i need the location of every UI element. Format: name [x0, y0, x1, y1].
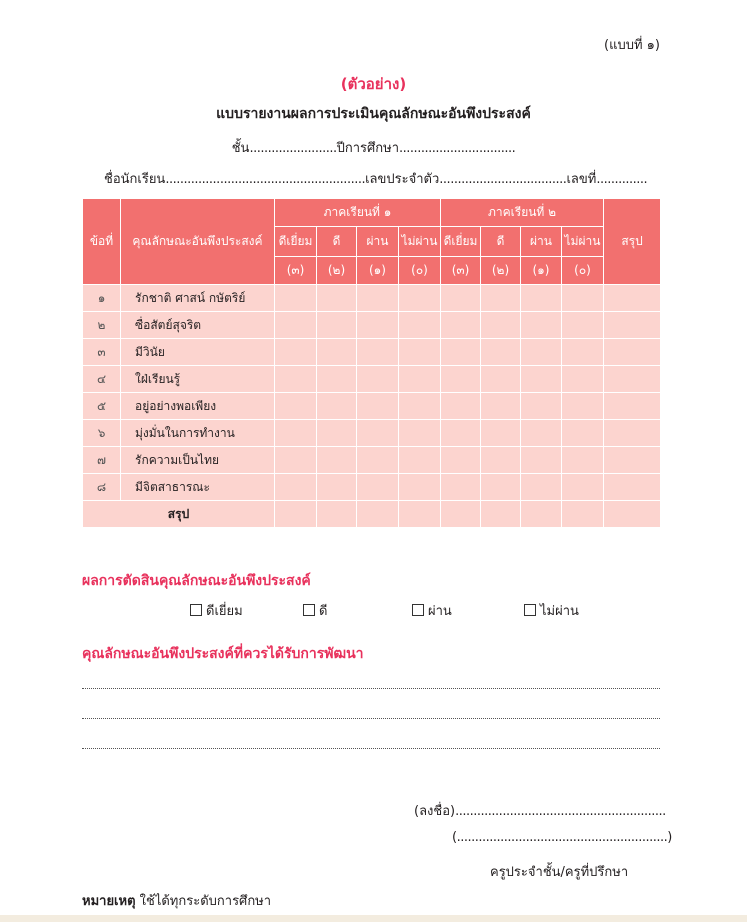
score-cell[interactable]	[275, 474, 317, 501]
col-header-level: ดีเยี่ยม	[441, 227, 481, 257]
score-cell[interactable]	[399, 339, 441, 366]
footnote	[82, 890, 271, 911]
row-number: ๕	[83, 393, 121, 420]
checkbox-icon[interactable]	[524, 604, 536, 616]
score-cell[interactable]	[357, 474, 399, 501]
score-cell[interactable]	[399, 366, 441, 393]
score-cell[interactable]	[521, 339, 562, 366]
score-cell[interactable]	[521, 393, 562, 420]
summary-cell[interactable]	[317, 501, 357, 528]
col-header-score: (๐)	[399, 257, 441, 285]
col-header-level: ดี	[481, 227, 521, 257]
development-title: คุณลักษณะอันพึงประสงค์ที่ควรได้รับการพัฒนา	[82, 646, 364, 662]
score-cell[interactable]	[275, 393, 317, 420]
score-cell[interactable]	[441, 366, 481, 393]
score-cell[interactable]	[357, 393, 399, 420]
score-cell[interactable]	[399, 420, 441, 447]
page-bottom-edge	[0, 915, 747, 922]
col-header-level: ดีเยี่ยม	[275, 227, 317, 257]
footnote-text: ใช้ได้ทุกระดับการศึกษา	[139, 894, 272, 909]
score-cell[interactable]	[481, 285, 521, 312]
col-header-score: (๒)	[317, 257, 357, 285]
score-cell[interactable]	[357, 366, 399, 393]
score-cell[interactable]	[481, 447, 521, 474]
row-number: ๑	[83, 285, 121, 312]
score-cell[interactable]	[562, 393, 604, 420]
table-row	[83, 447, 661, 474]
table-row	[83, 312, 661, 339]
score-cell[interactable]	[317, 285, 357, 312]
row-summary-cell[interactable]	[604, 285, 661, 312]
row-summary-cell[interactable]	[604, 447, 661, 474]
id-label: เลขประจำตัว	[365, 172, 440, 187]
year-field[interactable]: ................................	[399, 141, 516, 156]
development-line-2[interactable]	[82, 718, 660, 719]
decision-title: ผลการตัดสินคุณลักษณะอันพึงประสงค์	[82, 573, 311, 589]
score-cell[interactable]	[441, 447, 481, 474]
table-row	[83, 285, 661, 312]
col-header-score: (๑)	[521, 257, 562, 285]
option-excellent[interactable]: ดีเยี่ยม	[190, 600, 243, 621]
signer-role: ครูประจำชั้น/ครูที่ปรึกษา	[490, 865, 629, 880]
score-cell[interactable]	[481, 366, 521, 393]
score-cell[interactable]	[317, 312, 357, 339]
summary-cell[interactable]	[481, 501, 521, 528]
row-trait: มีจิตสาธารณะ	[121, 474, 275, 501]
col-header-level: ผ่าน	[521, 227, 562, 257]
col-header-semester-1: ภาคเรียนที่ ๑	[275, 199, 441, 227]
score-cell[interactable]	[317, 447, 357, 474]
signer-name-field[interactable]: (..........................................................)	[452, 830, 672, 845]
score-cell[interactable]	[275, 285, 317, 312]
score-cell[interactable]	[275, 420, 317, 447]
score-cell[interactable]	[441, 285, 481, 312]
col-header-no: ข้อที่	[83, 199, 121, 285]
grade-field[interactable]: ........................	[249, 141, 337, 156]
score-cell[interactable]	[317, 393, 357, 420]
row-trait: ใฝ่เรียนรู้	[121, 366, 275, 393]
score-cell[interactable]	[521, 474, 562, 501]
development-line-1[interactable]	[82, 688, 660, 689]
row-trait: ซื่อสัตย์สุจริต	[121, 312, 275, 339]
score-cell[interactable]	[562, 366, 604, 393]
score-cell[interactable]	[399, 285, 441, 312]
score-cell[interactable]	[562, 420, 604, 447]
footnote-label: หมายเหตุ	[82, 894, 136, 909]
score-cell[interactable]	[399, 393, 441, 420]
score-cell[interactable]	[521, 420, 562, 447]
row-summary-cell[interactable]	[604, 420, 661, 447]
score-cell[interactable]	[521, 312, 562, 339]
col-header-score: (๒)	[481, 257, 521, 285]
score-cell[interactable]	[357, 339, 399, 366]
row-number: ๖	[83, 420, 121, 447]
score-cell[interactable]	[317, 420, 357, 447]
signature-label: (ลงชื่อ)	[414, 804, 456, 819]
student-info-line	[104, 168, 647, 189]
summary-cell[interactable]	[562, 501, 604, 528]
name-label: ชื่อนักเรียน	[104, 172, 166, 187]
score-cell[interactable]	[521, 447, 562, 474]
checkbox-icon[interactable]	[412, 604, 424, 616]
col-header-score: (๑)	[357, 257, 399, 285]
row-trait: มุ่งมั่นในการทำงาน	[121, 420, 275, 447]
summary-cell[interactable]	[357, 501, 399, 528]
table-row	[83, 474, 661, 501]
score-cell[interactable]	[275, 366, 317, 393]
score-cell[interactable]	[441, 474, 481, 501]
score-cell[interactable]	[562, 312, 604, 339]
year-label: ปีการศึกษา	[336, 141, 400, 156]
table-row	[83, 420, 661, 447]
score-cell[interactable]	[357, 420, 399, 447]
score-cell[interactable]	[399, 312, 441, 339]
row-summary-cell[interactable]	[604, 312, 661, 339]
col-header-trait: คุณลักษณะอันพึงประสงค์	[121, 199, 275, 285]
checkbox-icon[interactable]	[190, 604, 202, 616]
score-cell[interactable]	[275, 447, 317, 474]
col-header-level: ไม่ผ่าน	[399, 227, 441, 257]
score-cell[interactable]	[357, 285, 399, 312]
row-summary-cell[interactable]	[604, 474, 661, 501]
score-cell[interactable]	[357, 312, 399, 339]
col-header-semester-2: ภาคเรียนที่ ๒	[441, 199, 604, 227]
score-cell[interactable]	[562, 339, 604, 366]
col-header-score: (๐)	[562, 257, 604, 285]
score-cell[interactable]	[317, 474, 357, 501]
score-cell[interactable]	[441, 393, 481, 420]
id-field[interactable]: ...................................	[439, 172, 567, 187]
signature-field[interactable]: ..........................................................	[455, 804, 666, 819]
row-number: ๔	[83, 366, 121, 393]
row-number: ๒	[83, 312, 121, 339]
col-header-summary: สรุป	[604, 199, 661, 285]
example-label: (ตัวอย่าง)	[340, 75, 407, 93]
score-cell[interactable]	[481, 393, 521, 420]
score-cell[interactable]	[275, 339, 317, 366]
score-cell[interactable]	[562, 474, 604, 501]
summary-cell[interactable]	[521, 501, 562, 528]
score-cell[interactable]	[481, 474, 521, 501]
score-cell[interactable]	[481, 339, 521, 366]
score-cell[interactable]	[399, 447, 441, 474]
score-cell[interactable]	[275, 312, 317, 339]
score-cell[interactable]	[441, 339, 481, 366]
page-title: แบบรายงานผลการประเมินคุณลักษณะอันพึงประสงค์	[216, 106, 531, 122]
option-good[interactable]: ดี	[303, 600, 327, 621]
summary-cell[interactable]	[275, 501, 317, 528]
row-number: ๘	[83, 474, 121, 501]
assessment-table	[82, 198, 661, 528]
grade-label: ชั้น	[231, 141, 250, 156]
row-trait: อยู่อย่างพอเพียง	[121, 393, 275, 420]
score-cell[interactable]	[562, 285, 604, 312]
table-row	[83, 393, 661, 420]
summary-cell[interactable]	[441, 501, 481, 528]
score-cell[interactable]	[317, 339, 357, 366]
score-cell[interactable]	[521, 285, 562, 312]
row-number: ๗	[83, 447, 121, 474]
summary-row-label: สรุป	[83, 501, 275, 528]
col-header-level: ไม่ผ่าน	[562, 227, 604, 257]
row-trait: รักความเป็นไทย	[121, 447, 275, 474]
row-trait: รักชาติ ศาสน์ กษัตริย์	[121, 285, 275, 312]
name-field[interactable]: .......................................................	[165, 172, 366, 187]
row-summary-cell[interactable]	[604, 393, 661, 420]
score-cell[interactable]	[357, 447, 399, 474]
score-cell[interactable]	[317, 366, 357, 393]
score-cell[interactable]	[562, 447, 604, 474]
number-label: เลขที่	[566, 172, 597, 187]
score-cell[interactable]	[399, 474, 441, 501]
row-trait: มีวินัย	[121, 339, 275, 366]
col-header-level: ดี	[317, 227, 357, 257]
score-cell[interactable]	[481, 420, 521, 447]
score-cell[interactable]	[521, 366, 562, 393]
summary-cell[interactable]	[604, 501, 661, 528]
option-pass[interactable]: ผ่าน	[412, 600, 452, 621]
row-number: ๓	[83, 339, 121, 366]
form-number: (แบบที่ ๑)	[604, 38, 660, 53]
option-fail[interactable]: ไม่ผ่าน	[524, 600, 579, 621]
col-header-score: (๓)	[441, 257, 481, 285]
grade-year-line	[0, 137, 747, 158]
number-field[interactable]: ..............	[596, 172, 648, 187]
checkbox-icon[interactable]	[303, 604, 315, 616]
summary-cell[interactable]	[399, 501, 441, 528]
development-line-3[interactable]	[82, 748, 660, 749]
score-cell[interactable]	[441, 420, 481, 447]
col-header-score: (๓)	[275, 257, 317, 285]
score-cell[interactable]	[481, 312, 521, 339]
table-row	[83, 366, 661, 393]
table-row	[83, 339, 661, 366]
row-summary-cell[interactable]	[604, 366, 661, 393]
signature-line	[414, 800, 666, 821]
score-cell[interactable]	[441, 312, 481, 339]
col-header-level: ผ่าน	[357, 227, 399, 257]
row-summary-cell[interactable]	[604, 339, 661, 366]
